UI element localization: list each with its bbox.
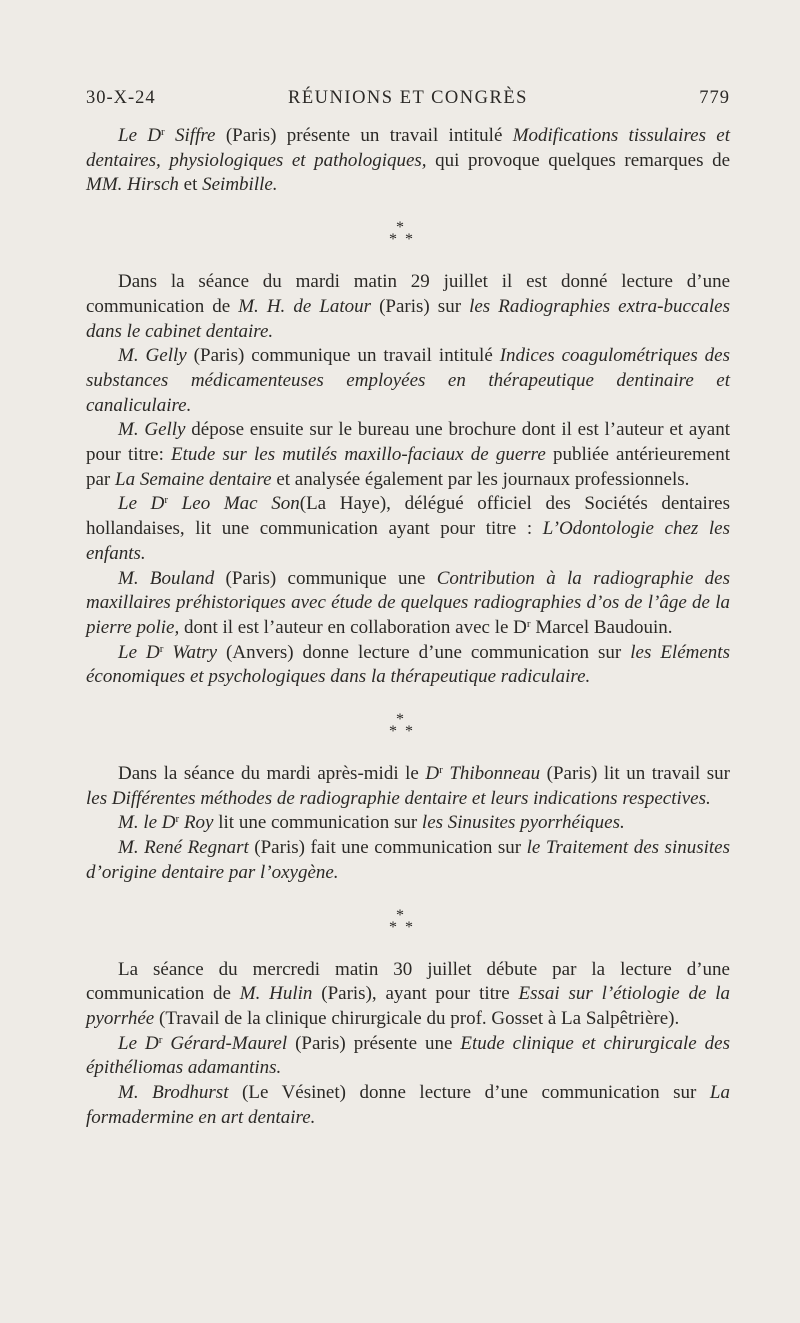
superscript: r (159, 642, 164, 655)
asterism-separator (86, 690, 730, 762)
text: (Paris) présente un travail intitulé (215, 125, 513, 146)
text: dont il est l’auteur en collaboration avec le D (179, 616, 527, 638)
asterisk: * (396, 219, 404, 237)
journal-title: La Semaine dentaire (115, 468, 272, 490)
author-name: M. Gelly (118, 345, 187, 367)
work-title: L’Odontologie chez les enfants. (86, 518, 731, 564)
work-title: Etude clinique et chirurgicale des épithéliomas adamantins. (86, 1032, 731, 1079)
asterisk: * (396, 906, 404, 924)
superscript: r (439, 764, 443, 777)
running-header (86, 88, 730, 122)
paragraph-siffre (86, 124, 730, 198)
text: (Paris) communique une (214, 567, 437, 589)
text: (Anvers) donne lecture d’une communication sur (217, 641, 631, 663)
superscript: r (526, 617, 531, 630)
text: et (178, 174, 203, 196)
author-prefix: Le D (118, 493, 165, 515)
author-prefix: M. le D (118, 812, 176, 834)
text: et analysée également par les journaux professionnels. (271, 468, 690, 490)
text: dépose ensuite sur le bureau une brochure dont il est l’auteur et ayant pour titre: (86, 419, 730, 466)
author-name: Thibonneau (442, 763, 541, 785)
author-prefix: Le D (118, 1032, 159, 1054)
paragraph-bouland (86, 567, 730, 641)
asterism-separator (86, 886, 730, 958)
asterisk: * (389, 723, 397, 741)
author-name: Gérard-Maurel (162, 1032, 288, 1054)
text: publiée antérieurement par (86, 444, 730, 490)
work-title: les Radiographies extra-buccales dans le cabinet dentaire. (86, 295, 730, 342)
header-date: 30-X-24 (86, 88, 156, 108)
author-prefix: D (425, 763, 440, 785)
work-title: Contribution à la radiographie des maxillaires préhistoriques avec étude de quelques radiographies d’os de l’âge de la pierre polie, (86, 567, 730, 638)
work-title: La formadermine en art dentaire. (86, 1082, 730, 1128)
header-page-number: 779 (699, 88, 730, 108)
asterisk: * (405, 231, 413, 249)
author-prefix: Le D (118, 125, 162, 146)
paragraph-gelly-2 (86, 418, 730, 492)
work-title: Essai sur l’étiologie de la pyorrhée (86, 983, 730, 1029)
author-name: M. Bouland (118, 567, 215, 589)
paragraph-regnart (86, 836, 730, 885)
author-name: Siffre (164, 125, 216, 146)
work-title: les Différentes méthodes de radiographie dentaire et leurs indications respectives. (86, 787, 711, 809)
text: (La Haye), délégué officiel des Sociétés dentaires hollandaises, lit une communication ayant pour titre : (86, 493, 730, 540)
text: (Travail de la clinique chirurgicale du prof. Gosset à La Salpêtrière). (154, 1007, 680, 1029)
superscript: r (158, 1033, 163, 1046)
asterisk: * (389, 918, 397, 936)
work-title: Indices coagulométriques des substances médicamenteuses employées en thérapeutique dentinaire et canaliculaire. (86, 345, 731, 416)
header-section-title: RÉUNIONS ET CONGRÈS (288, 88, 528, 108)
text: (Paris) fait une communication sur (248, 837, 527, 859)
author-name: M. Hulin (239, 983, 313, 1005)
author-name: MM. Hirsch (86, 174, 179, 196)
work-title: les Eléments économiques et psychologiques dans la thérapeutique radiculaire. (86, 641, 730, 688)
author-name: Watry (163, 641, 218, 663)
author-name: Seimbille. (202, 174, 278, 196)
work-title: Modifications tissulaires et dentaires, physiologiques et pathologiques, (86, 125, 730, 171)
text: (Paris), ayant pour titre (312, 983, 519, 1005)
text: (Paris) communique un travail intitulé (186, 345, 500, 367)
author-name: Roy (179, 812, 214, 834)
work-title: les Sinusites pyorrhéiques. (421, 812, 625, 834)
author-name: M. Brodhurst (118, 1082, 229, 1104)
paragraph-thibonneau (86, 762, 730, 811)
asterisk: * (405, 723, 413, 741)
text: (Paris) lit un travail sur (540, 763, 731, 785)
superscript: r (161, 126, 165, 138)
paragraph-gerard-maurel (86, 1032, 730, 1081)
text: Dans la séance du mardi matin 29 juillet il est donné lecture d’une communication de (86, 271, 730, 317)
text: qui provoque quelques remarques de (426, 149, 731, 171)
paragraph-hulin (86, 958, 730, 1032)
text: (Paris) présente une (287, 1032, 461, 1054)
paragraph-roy (86, 811, 730, 836)
author-name: M. Gelly (118, 419, 186, 441)
superscript: r (175, 813, 180, 826)
asterisk: * (389, 231, 397, 249)
asterisk: * (405, 918, 413, 936)
text: La séance du mercredi matin 30 juillet débute par la lecture d’une communication de (86, 958, 730, 1005)
text: Dans la séance du mardi après-midi le (118, 763, 426, 785)
author-name: M. H. de Latour (238, 295, 372, 317)
text: Marcel Baudouin. (530, 616, 673, 638)
author-name: M. René Regnart (118, 837, 249, 859)
superscript: r (164, 494, 169, 507)
work-title: Etude sur les mutilés maxillo-faciaux de guerre (171, 444, 546, 466)
text: lit une communication sur (213, 812, 422, 834)
paragraph-watry (86, 641, 730, 690)
asterism-separator (86, 198, 730, 270)
author-name: Leo Mac Son (168, 493, 300, 515)
article-body (86, 124, 730, 1131)
paragraph-mac-son (86, 492, 730, 566)
text: (Paris) sur (371, 295, 470, 317)
text: (Le Vésinet) donne lecture d’une communication sur (228, 1082, 710, 1104)
work-title: le Traitement des sinusites d’origine dentaire par l’oxygène. (86, 837, 731, 883)
paragraph-brodhurst (86, 1081, 730, 1130)
paragraph-gelly-1 (86, 344, 730, 418)
author-prefix: Le D (118, 641, 160, 663)
paragraph-latour (86, 270, 730, 344)
asterisk: * (396, 711, 404, 729)
